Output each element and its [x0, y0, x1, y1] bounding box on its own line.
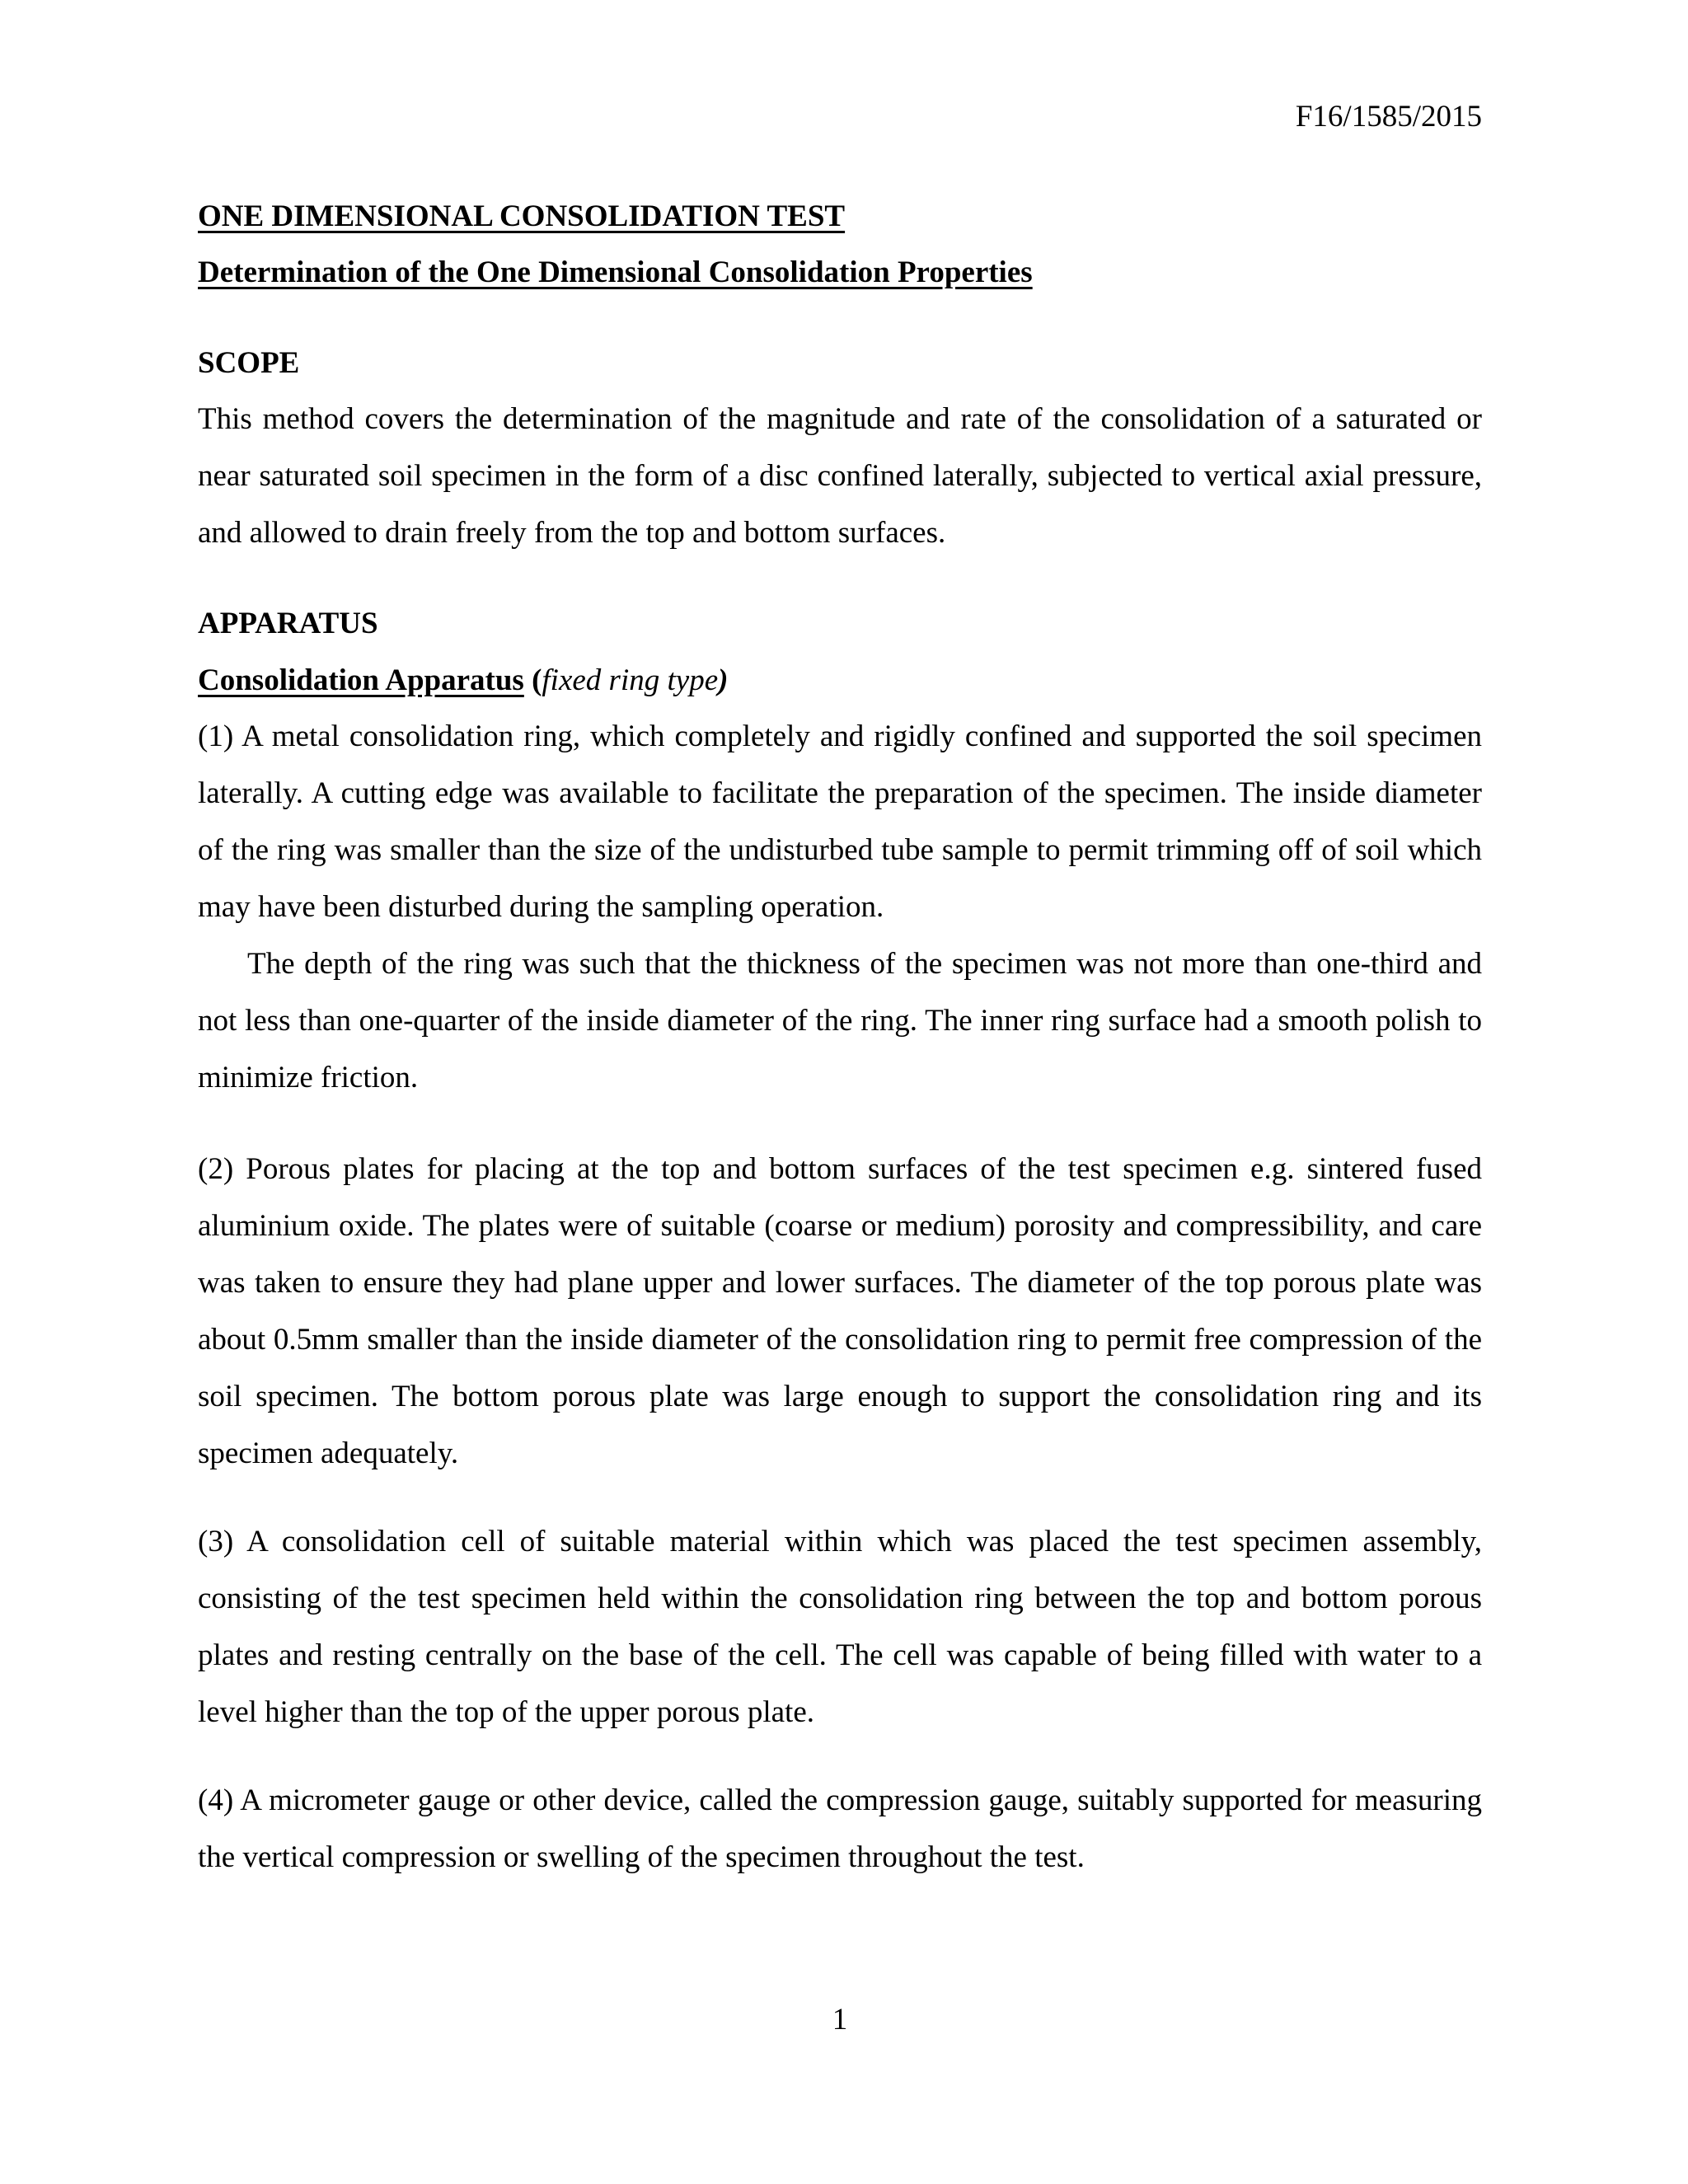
page-number: 1 [832, 2003, 848, 2036]
apparatus-item-4: (4) A micrometer gauge or other device, called the compression gauge, suitably supported for measuring the vertical compression or swelling of the specimen throughout the test. [198, 1783, 1482, 1874]
subheading-close-paren: ) [718, 663, 729, 697]
subheading-open-paren: ( [532, 663, 542, 697]
document-page [198, 0, 1482, 2184]
apparatus-heading: APPARATUS [198, 607, 378, 640]
document-title: ONE DIMENSIONAL CONSOLIDATION TEST [198, 199, 846, 233]
document-subtitle: Determination of the One Dimensional Consolidation Properties [198, 255, 1033, 289]
scope-paragraph: This method covers the determination of the magnitude and rate of the consolidation of a saturated or near saturated soil specimen in the form of a disc confined laterally, subjected to vertical axial pressure, and allowed to drain freely from the top and bottom surfaces. [198, 402, 1482, 550]
subheading-main: Consolidation Apparatus [198, 663, 524, 697]
apparatus-item-3: (3) A consolidation cell of suitable material within which was placed the test specimen assembly, consisting of the test specimen held within the consolidation ring between the top and bottom porous plates and resting centrally on the base of the cell. The cell was capable of being filled with water to a level higher than the top of the upper porous plate. [198, 1525, 1482, 1729]
apparatus-item-1-continued: The depth of the ring was such that the thickness of the specimen was not more than one-third and not less than one-quarter of the inside diameter of the ring. The inner ring surface had a smooth polish to minimize friction. [198, 947, 1482, 1094]
document-reference: F16/1585/2015 [1295, 100, 1482, 134]
subheading-note: fixed ring type [542, 663, 719, 697]
scope-heading: SCOPE [198, 346, 300, 380]
consolidation-apparatus-subheading [198, 660, 728, 701]
apparatus-item-1: (1) A metal consolidation ring, which completely and rigidly confined and supported the soil specimen laterally. A cutting edge was available to facilitate the preparation of the specimen. The inside diameter of the ring was smaller than the size of the undisturbed tube sample to permit trimming off of soil which may have been disturbed during the sampling operation. [198, 719, 1482, 924]
apparatus-item-2: (2) Porous plates for placing at the top and bottom surfaces of the test specimen e.g. sintered fused aluminium oxide. The plates were of suitable (coarse or medium) porosity and compressibility, and care was taken to ensure they had plane upper and lower surfaces. The diameter of the top porous plate was about 0.5mm smaller than the inside diameter of the consolidation ring to permit free compression of the soil specimen. The bottom porous plate was large enough to support the consolidation ring and its specimen adequately. [198, 1152, 1482, 1470]
